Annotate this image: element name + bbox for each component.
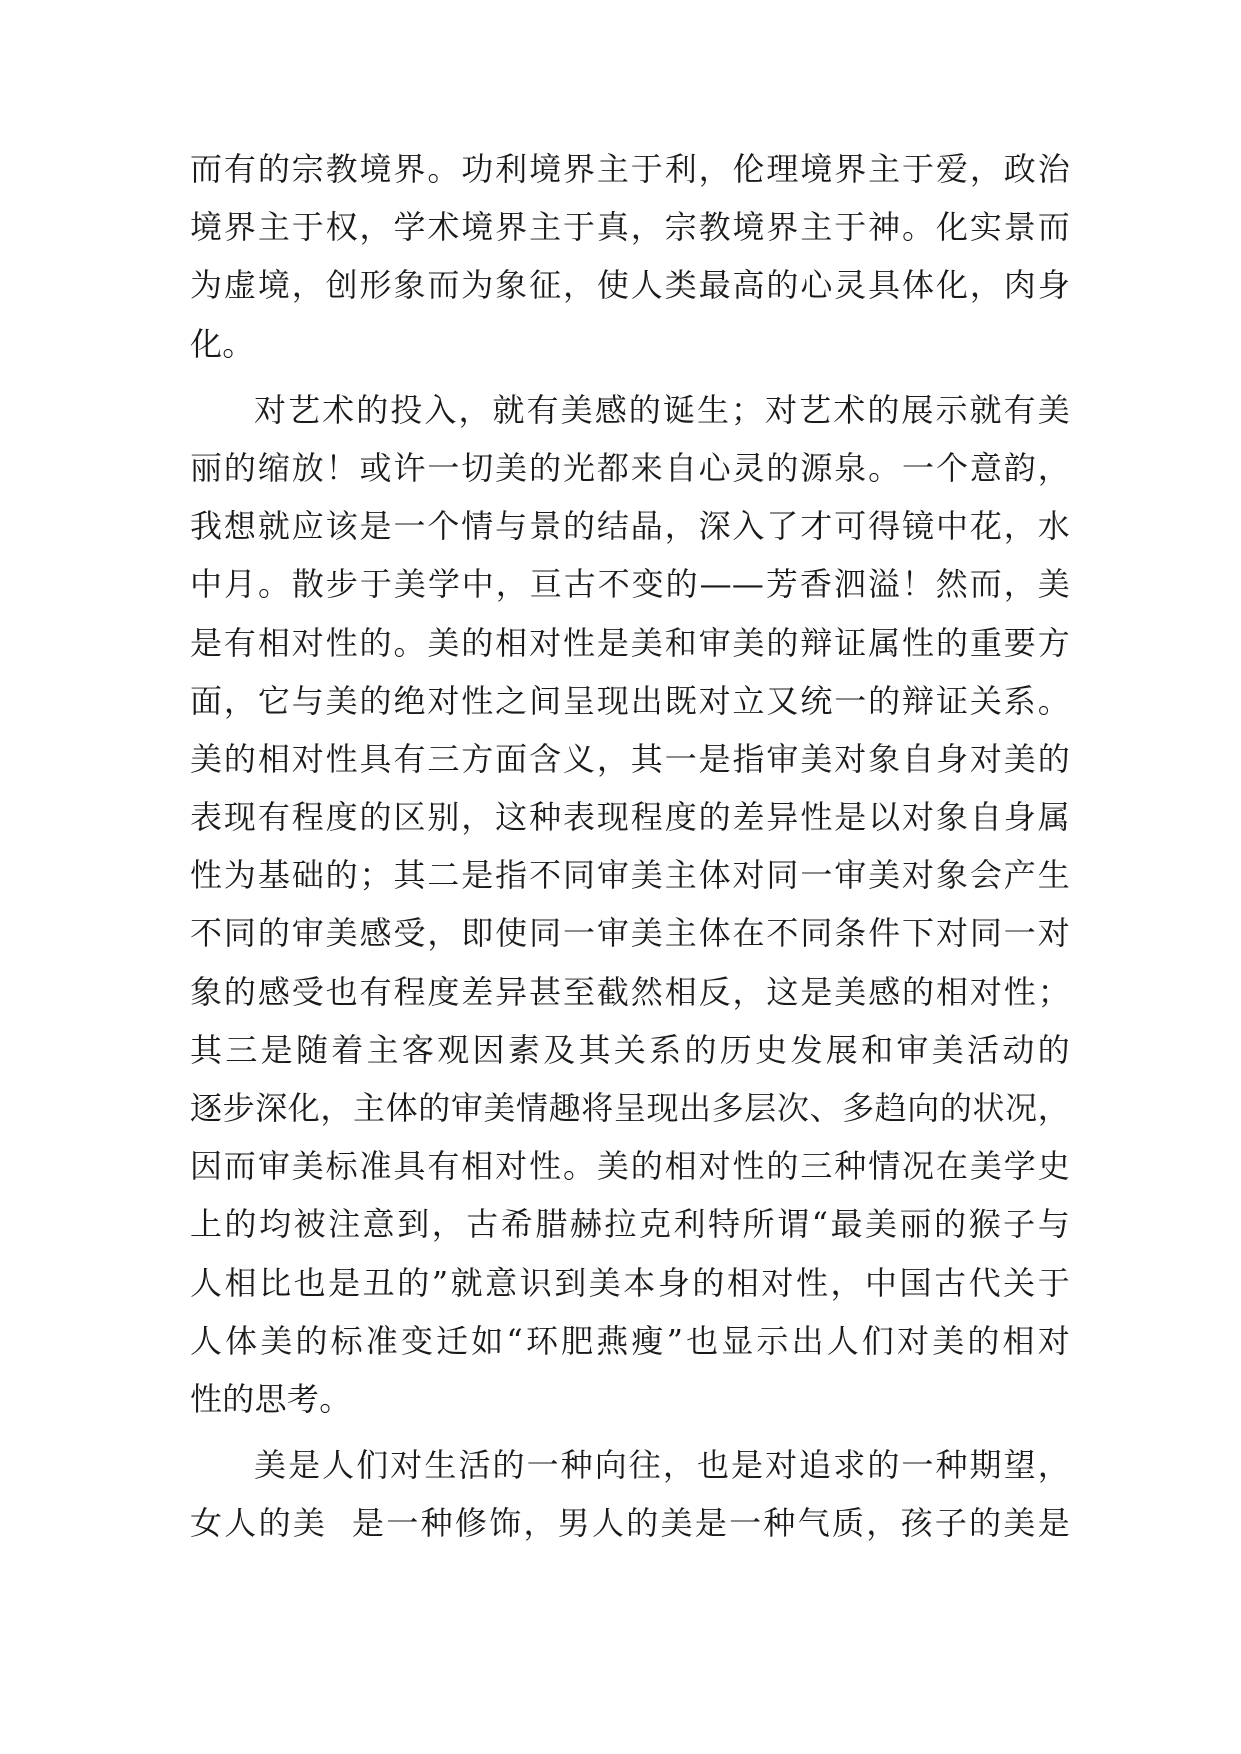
paragraph-line: 丽的缩放！或许一切美的光都来自心灵的源泉。一个意韵， [190,448,1070,487]
paragraph-line: 我想就应该是一个情与景的结晶，深入了才可得镜中花，水 [190,507,1070,546]
paragraph-line: 而有的宗教境界。功利境界主于利，伦理境界主于爱，政治 [190,150,1070,188]
paragraph-spacer [190,373,1070,381]
paragraph-line: 上的均被注意到，古希腊赫拉克利特所谓“最美丽的猴子与 [190,1205,1070,1244]
paragraph-line: 性为基础的；其二是指不同审美主体对同一审美对象会产生 [190,856,1070,895]
paragraph-line: 人相比也是丑的”就意识到美本身的相对性，中国古代关于 [190,1263,1070,1302]
paragraph-3 [190,1436,1070,1552]
paragraph-line: 象的感受也有程度差异甚至截然相反，这是美感的相对性； [190,972,1070,1011]
paragraph-spacer [190,1428,1070,1436]
paragraph-line: 是有相对性的。美的相对性是美和审美的辩证属性的重要方 [190,623,1070,662]
paragraph-line: 女人的美 是一种修饰，男人的美是一种气质，孩子的美是 [190,1504,1070,1543]
paragraph-line: 表现有程度的区别，这种表现程度的差异性是以对象自身属 [190,798,1070,837]
paragraph-line: 美是人们对生活的一种向往，也是对追求的一种期望， [254,1446,1070,1485]
paragraph-line: 其三是随着主客观因素及其关系的历史发展和审美活动的 [190,1030,1070,1069]
paragraph-line: 境界主于权，学术境界主于真，宗教境界主于神。化实景而 [190,208,1070,247]
paragraph-line: 对艺术的投入，就有美感的诞生；对艺术的展示就有美 [254,390,1070,429]
paragraph-line: 人体美的标准变迁如“环肥燕瘦”也显示出人们对美的相对 [190,1321,1070,1360]
paragraph-2 [190,381,1070,1428]
paragraph-line: 性的思考。 [190,1379,352,1418]
body-text [190,140,1070,1553]
paragraph-line: 逐步深化，主体的审美情趣将呈现出多层次、多趋向的状况， [190,1089,1070,1127]
paragraph-line: 为虚境，创形象而为象征，使人类最高的心灵具体化，肉身 [190,266,1070,305]
paragraph-line: 不同的审美感受，即使同一审美主体在不同条件下对同一对 [190,914,1070,953]
paragraph-line: 因而审美标准具有相对性。美的相对性的三种情况在美学史 [190,1147,1070,1186]
paragraph-line: 中月。散步于美学中，亘古不变的——芳香泗溢！然而，美 [190,565,1070,604]
paragraph-1 [190,140,1070,373]
paragraph-line: 美的相对性具有三方面含义，其一是指审美对象自身对美的 [190,739,1070,778]
paragraph-line: 面，它与美的绝对性之间呈现出既对立又统一的辩证关系。 [190,681,1070,720]
paragraph-line: 化。 [190,324,255,363]
